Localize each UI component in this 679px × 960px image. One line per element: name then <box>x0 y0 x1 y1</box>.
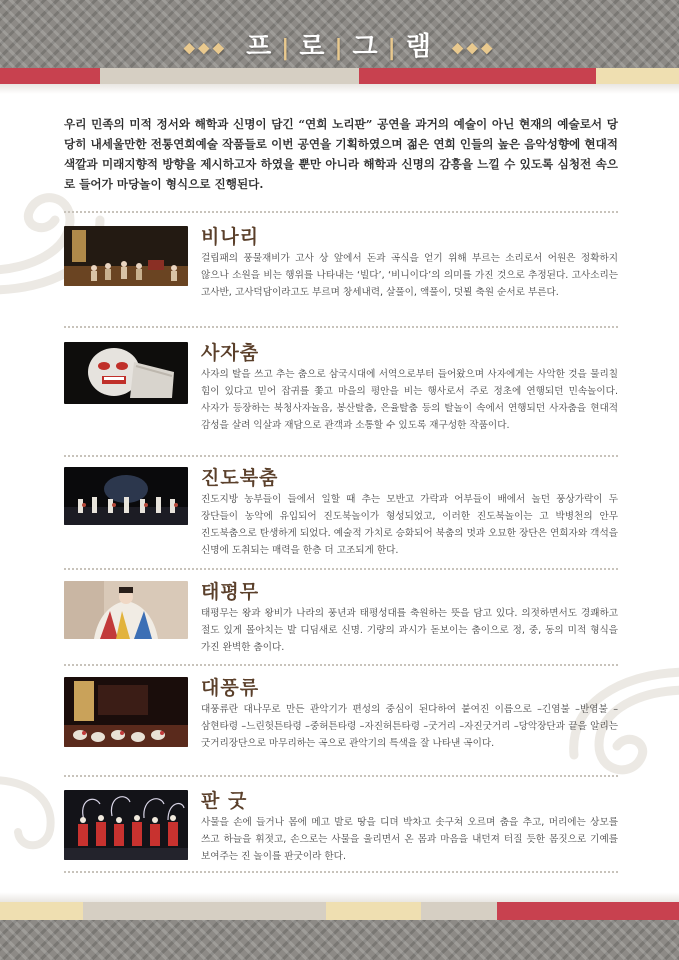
footer-pattern-band <box>0 920 679 960</box>
dotted-divider <box>64 775 618 777</box>
title-char-3: 그 <box>352 32 380 62</box>
program-title: 사자춤 <box>201 342 260 364</box>
program-title: 비나리 <box>201 226 260 248</box>
intro-paragraph: 우리 민족의 미적 정서와 해학과 신명이 담긴 “연희 노리판” 공연을 과거의 예술이 아닌 현재의 예술로서 당당히 내세울만한 전통연희예술 작품들로 이번 공연을 기획하였으며 젊은 연희 인들의 높은 음악성향에 현대적 색깔과 미래지향적 방향을 제시하고자 하였을 뿐만 아니라 해학과 신명의 감흥을 느낄 수 있도록 심청전 속으로 들어가 마당놀이 형식으로 진행된다. <box>64 117 618 191</box>
dotted-divider <box>64 664 618 666</box>
program-title: 진도북춤 <box>201 467 279 489</box>
title-separator: | <box>334 36 345 61</box>
wind-ensemble-photo <box>64 677 188 747</box>
title-separator: | <box>387 36 398 61</box>
header-shadow <box>0 84 679 94</box>
title-char-2: 로 <box>299 32 327 62</box>
title-char-1: 프 <box>246 32 274 62</box>
lion-mask-photo <box>64 342 188 404</box>
cloud-ornament-icon <box>0 760 70 870</box>
page-title <box>0 26 679 63</box>
dotted-divider <box>64 211 618 213</box>
program-description: 걸립패의 풍물재비가 고사 상 앞에서 돈과 곡식을 얻기 위해 부르는 소리로서 어원은 정확하지 않으나 소원을 비는 행위를 나타내는 ‘빌다’, ‘비니이다’의 의미를 가진 것으로 추정된다. 고사소리는 고사반, 고사덕담이라고도 부르며 창세내력, 살풀이, 액풀이, 덧뵐 축원 순서로 부른다. <box>201 253 618 298</box>
title-diamonds-left: ◆◆◆ <box>183 38 228 57</box>
program-title: 태평무 <box>201 581 260 603</box>
program-description: 사자의 탈을 쓰고 추는 춤으로 삼국시대에 서역으로부터 들어왔으며 사자에게는 사악한 것을 물리칠 힘이 있다고 믿어 잡귀를 쫓고 마을의 평안을 비는 행사로서 주로 정초에 연행되던 민속놀이다. 사자가 등장하는 북청사자놀음, 봉산탈춤, 은율탈춤 등의 탈놀이 속에서 연행되던 사자춤을 현대적 감성을 살려 익살과 재담으로 관객과 소통할 수 있도록 재구성한 작품이다. <box>201 369 618 431</box>
stage-performers-photo <box>64 226 188 286</box>
footer-color-stripe <box>0 902 679 920</box>
program-title: 대풍류 <box>201 677 260 699</box>
title-diamonds-right: ◆◆◆ <box>451 38 496 57</box>
program-description: 대풍류란 대나무로 만든 관악기가 편성의 중심이 된다하여 붙여진 이름으로 –긴염불 –반염불 –삼현타령 –느린헛튼타령 –중허튼타령 –자진허튼타령 –굿거리 –자진굿거리 –당악장단과 끝을 알리는 굿거리장단으로 마무리하는 곡으로 관악기의 특색을 잘 나타낸 곡이다. <box>201 704 618 749</box>
program-description: 태평무는 왕과 왕비가 나라의 풍년과 태평성대를 축원하는 뜻을 담고 있다. 의젓하면서도 경쾌하고 절도 있게 몰아치는 발 디딤새로 신명. 기량의 과시가 돋보이는 춤이으로 정, 중, 동의 미적 형식을 가진 완벽한 춤이다. <box>201 608 618 653</box>
dotted-divider <box>64 455 618 457</box>
drum-dance-photo <box>64 467 188 525</box>
royal-dancer-photo <box>64 581 188 639</box>
header-color-stripe <box>0 68 679 84</box>
program-description: 사물을 손에 들거나 몸에 메고 발로 땅을 디뎌 박차고 솟구쳐 오르며 춤을 추고, 머리에는 상모를 쓰고 하늘을 휘젓고, 손으로는 사물을 울리면서 온 몸과 마음을 내던져 터질 듯한 몸짓으로 기예를 보여주는 진 놀이를 판굿이라 한다. <box>201 817 618 862</box>
program-title: 판 굿 <box>201 790 248 812</box>
program-description: 진도지방 농부들이 들에서 일할 때 추는 모반고 가락과 어부들이 배에서 놀던 풍상가락이 두 장단들이 농악에 유입되어 진도북놀이가 형성되었고, 이러한 진도북놀이는 고 박병천의 안무 진도북춤으로 탄생하게 되었다. 예술적 가치로 승화되어 북춤의 멋과 오묘한 장단은 연희자와 객석을 신명에 도취되는 매력을 한층 더 고조되게 한다. <box>201 494 618 556</box>
footer-shadow <box>0 892 679 902</box>
title-separator: | <box>281 36 292 61</box>
title-char-4: 램 <box>405 32 433 62</box>
dotted-divider <box>64 871 618 873</box>
dotted-divider <box>64 326 618 328</box>
pangut-performers-photo <box>64 790 188 860</box>
dotted-divider <box>64 568 618 570</box>
